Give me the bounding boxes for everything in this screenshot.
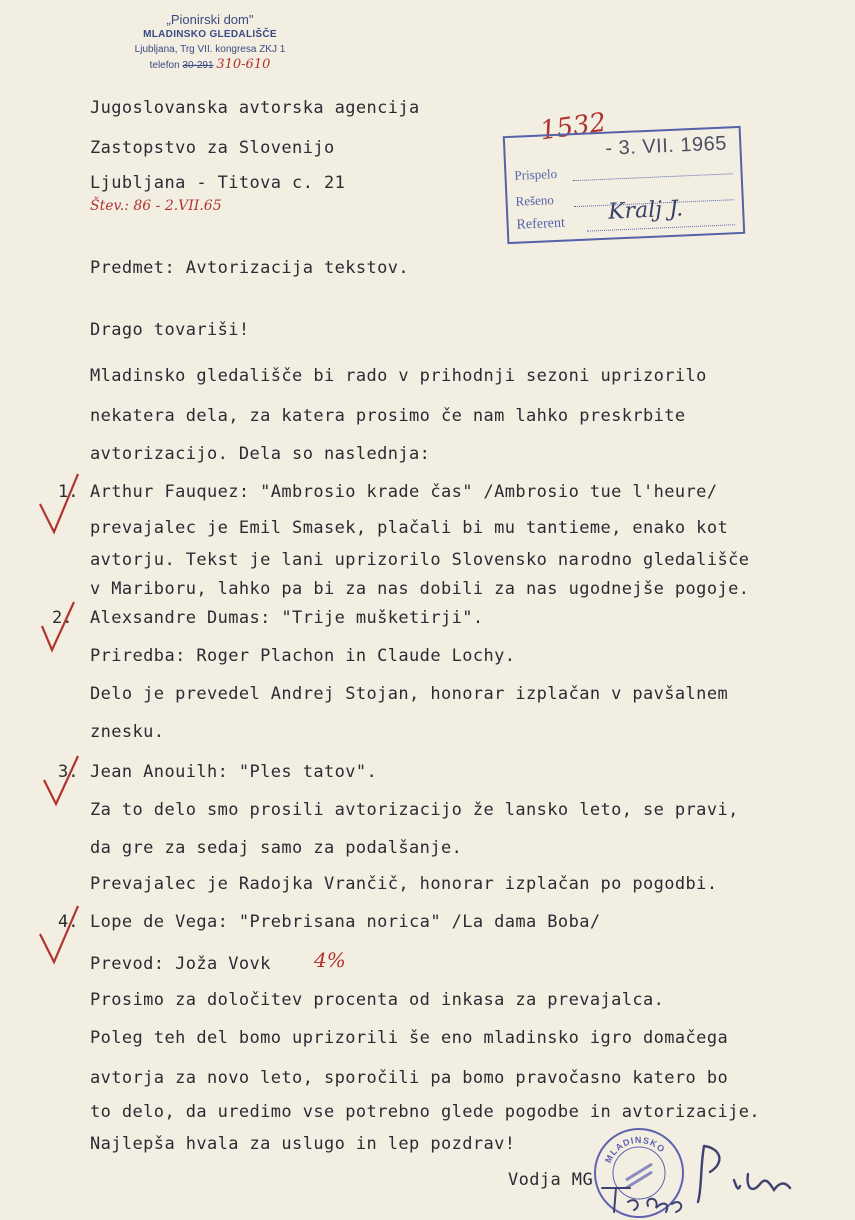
recipient-line-1: Jugoslovanska avtorska agencija xyxy=(90,98,420,118)
phone-label: telefon xyxy=(149,60,180,71)
item-line: Za to delo smo prosili avtorizacijo že lansko leto, se pravi, xyxy=(90,800,739,820)
director-signature xyxy=(690,1140,800,1210)
percentage-note: 4% xyxy=(314,948,346,972)
initials-signature xyxy=(600,1178,690,1220)
check-mark-icon xyxy=(34,598,84,658)
item-line: Prevod: Joža Vovk xyxy=(90,954,271,974)
letterhead-theatre: MLADINSKO GLEDALIŠČE xyxy=(143,29,277,40)
received-stamp xyxy=(503,126,745,244)
stamp-received-label: Prispelo xyxy=(514,165,558,183)
item-line: Prevajalec je Radojka Vrančič, honorar izplačan po pogodbi. xyxy=(90,874,718,894)
item-number: 3. xyxy=(58,762,79,782)
item-line: Delo je prevedel Andrej Stojan, honorar izplačan v pavšalnem xyxy=(90,684,729,704)
item-line: v Mariboru, lahko pa bi za nas dobili za nas ugodnejše pogoje. xyxy=(90,579,750,599)
signoff: Vodja MG xyxy=(508,1170,594,1190)
recipient-line-3: Ljubljana - Titova c. 21 xyxy=(90,173,346,193)
stamp-referent-signature: Kralj J. xyxy=(607,196,684,225)
registry-number: 1532 xyxy=(538,107,608,147)
closing-line: Prosimo za določitev procenta od inkasa za prevajalca. xyxy=(90,990,665,1010)
intro-line: nekatera dela, za katera prosimo če nam lahko preskrbite xyxy=(90,406,686,426)
check-mark-icon xyxy=(34,470,84,540)
item-number: 4. xyxy=(58,912,79,932)
letterhead xyxy=(100,12,320,73)
intro-line: Mladinsko gledališče bi rado v prihodnji sezoni uprizorilo xyxy=(90,366,707,386)
letterhead-phone xyxy=(100,57,320,73)
stamp-line xyxy=(573,172,733,181)
item-number: 2. xyxy=(52,608,73,628)
item-line: Jean Anouilh: "Ples tatov". xyxy=(90,762,378,782)
item-line: Priredba: Roger Plachon in Claude Lochy. xyxy=(90,646,516,666)
stamp-referent-label: Referent xyxy=(516,215,566,233)
reference-number: Štev.: 86 - 2.VII.65 xyxy=(90,198,222,214)
recipient-line-2: Zastopstvo za Slovenijo xyxy=(90,138,335,158)
seal-text: MLADINSKO xyxy=(603,1134,668,1165)
item-line: Lope de Vega: "Prebrisana norica" /La dama Boba/ xyxy=(90,912,601,932)
item-line: avtorju. Tekst je lani uprizorilo Slovensko narodno gledališče xyxy=(90,550,750,570)
item-line: Arthur Fauquez: "Ambrosio krade čas" /Ambrosio tue l'heure/ xyxy=(90,482,718,502)
phone-new: 310-610 xyxy=(216,57,271,72)
intro-line: avtorizacijo. Dela so naslednja: xyxy=(90,444,431,464)
letterhead-org: „Pionirski dom" xyxy=(166,12,254,27)
closing-line: avtorja za novo leto, sporočili pa bomo pravočasno katero bo xyxy=(90,1068,729,1088)
item-number: 1. xyxy=(58,482,79,502)
item-line: da gre za sedaj samo za podalšanje. xyxy=(90,838,463,858)
check-mark-icon xyxy=(38,750,88,810)
stamp-received-date: - 3. VII. 1965 xyxy=(604,132,728,160)
closing-line: to delo, da uredimo vse potrebno glede pogodbe in avtorizacije. xyxy=(90,1102,760,1122)
item-line: znesku. xyxy=(90,722,165,742)
item-line: Alexsandre Dumas: "Trije mušketirji". xyxy=(90,608,484,628)
check-mark-icon xyxy=(34,900,84,970)
stamp-solved-label: Rešeno xyxy=(515,192,555,209)
phone-old: 30-291 xyxy=(182,60,214,71)
salutation: Drago tovariši! xyxy=(90,320,250,340)
letterhead-address: Ljubljana, Trg VII. kongresa ZKJ 1 xyxy=(134,44,286,55)
closing-line: Poleg teh del bomo uprizorili še eno mladinsko igro domačega xyxy=(90,1028,729,1048)
closing-line: Najlepša hvala za uslugo in lep pozdrav! xyxy=(90,1134,516,1154)
svg-text:MLADINSKO xyxy=(603,1135,667,1165)
subject-line: Predmet: Avtorizacija tekstov. xyxy=(90,258,410,278)
item-line: prevajalec je Emil Smasek, plačali bi mu tantieme, enako kot xyxy=(90,518,729,538)
